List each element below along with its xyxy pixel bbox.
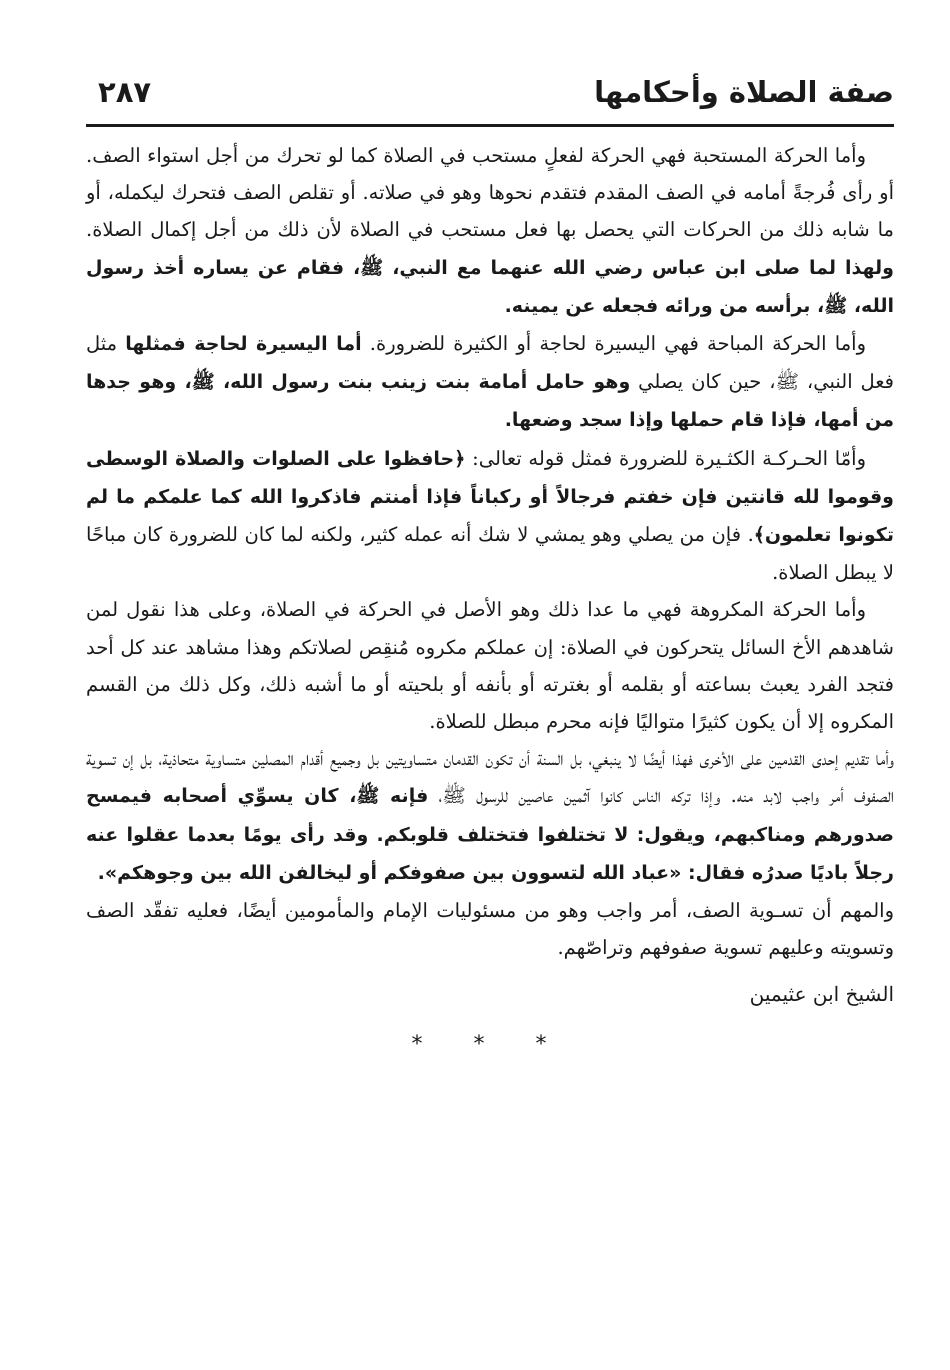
body-text: [86, 137, 894, 966]
segment: والمهم أن تسـوية الصف، أمر واجب وهو من مسئوليات الإمام والمأمومين أيضًا، فعليه تفقّد الصف وتسويته وعليهم تسوية صفوفهم وتراصّهم.: [86, 899, 894, 960]
segment: وأما تقديم إحدى القدمين على الأخرى فهذا أيضًا لا ينبغي، بل السنة أن تكون القدمان متساويتين بل وجميع أقدام المصلين متساوية متحاذية، بل إن تسوية الصفوف أمر واجب لابد منه. وإذا تركه الناس كانوا آثمين عاصين للرسول ﷺ،: [86, 747, 894, 808]
segment: وأما الحركة المكروهة فهي ما عدا ذلك وهو الأصل في الحركة في الصلاة، وعلى هذا نقول لمن شاهدهم الأخ السائل يتحركون في الصلاة: إن عملكم مكروه مُنقِص لصلاتكم وهذا مشاهد عند كل أحد فتجد الفرد يعبث بساعته أو بقلمه أو بغترته أو بأنفه أو بلحيته أو ما أشبه ذلك، وكل ذلك من القسم المكروه إلا أن يكون كثيرًا متواليًا فإنه محرم مبطل للصلاة.: [86, 598, 894, 734]
segment: . فإن من يصلي وهو يمشي لا شك أنه عمله كثير، ولكنه لما كان للضرورة كان مباحًا لا يبطل الصلاة.: [86, 523, 894, 585]
page: [86, 70, 894, 1350]
paragraph-5: [86, 740, 894, 892]
author-signature: الشيخ ابن عثيمين: [749, 982, 894, 1007]
paragraph-6: [86, 892, 894, 966]
segment: وأما الحركة المباحة فهي اليسيرة لحاجة أو الكثيرة للضرورة.: [361, 332, 867, 356]
page-number: ٢٨٧: [98, 75, 152, 109]
segment-bold: أما اليسيرة لحاجة فمثلها: [125, 333, 362, 356]
section-divider: * * *: [411, 1032, 569, 1058]
segment: وأمّا الحـركـة الكثـيرة للضرورة فمثل قوله تعالى:: [465, 446, 866, 470]
quran-verse: ﴿حافظوا على الصلوات والصلاة الوسطى وقوموا لله قانتين فإن خفتم فرجالاً أو ركباناً فإذا أمنتم فاذكروا الله كما علمكم ما لم تكونوا تعلمون﴾: [86, 447, 894, 547]
paragraph-2: [86, 325, 894, 440]
paragraph-3: [86, 440, 894, 592]
book-title: صفة الصلاة وأحكامها: [594, 75, 894, 109]
header-rule: [86, 124, 894, 127]
segment: وأما الحركة المستحبة فهي الحركة لفعلٍ مستحب في الصلاة كما لو تحرك من أجل استواء الصف. أو رأى فُرجةً أمامه في الصف المقدم فتقدم نحوها وهو في صلاته. أو تقلص الصف فتحرك ليكمله، أو ما شابه ذلك من الحركات التي يحصل بها فعل مستحب في الصلاة لأن ذلك من أجل إكمال الصلاة.: [86, 144, 894, 242]
page-header: [86, 70, 894, 118]
paragraph-1: [86, 137, 894, 325]
segment-bold: وهو حامل أمامة بنت زينب بنت رسول الله، ﷺ، وهو جدها من أمها، فإذا قام حملها وإذا سجد وضعها.: [86, 371, 894, 432]
segment-bold: ولهذا لما صلى ابن عباس رضي الله عنهما مع النبي، ﷺ، فقام عن يساره أخذ رسول الله، ﷺ، برأسه من ورائه فجعله عن يمينه.: [86, 256, 894, 317]
paragraph-4: [86, 591, 894, 740]
segment: مثل فعل النبي، ﷺ، حين كان يصلي: [86, 332, 894, 394]
hadith: فإنه ﷺ، كان يسوِّي أصحابه فيمسح صدورهم ومناكبهم، ويقول: لا تختلفوا فتختلف قلوبكم. وقد رأى يومًا بعدما عقلوا عنه رجلاً باديًا صدرُه فقال: «عباد الله لتسوون بين صفوفكم أو ليخالفن الله بين وجوهكم».: [86, 785, 894, 884]
